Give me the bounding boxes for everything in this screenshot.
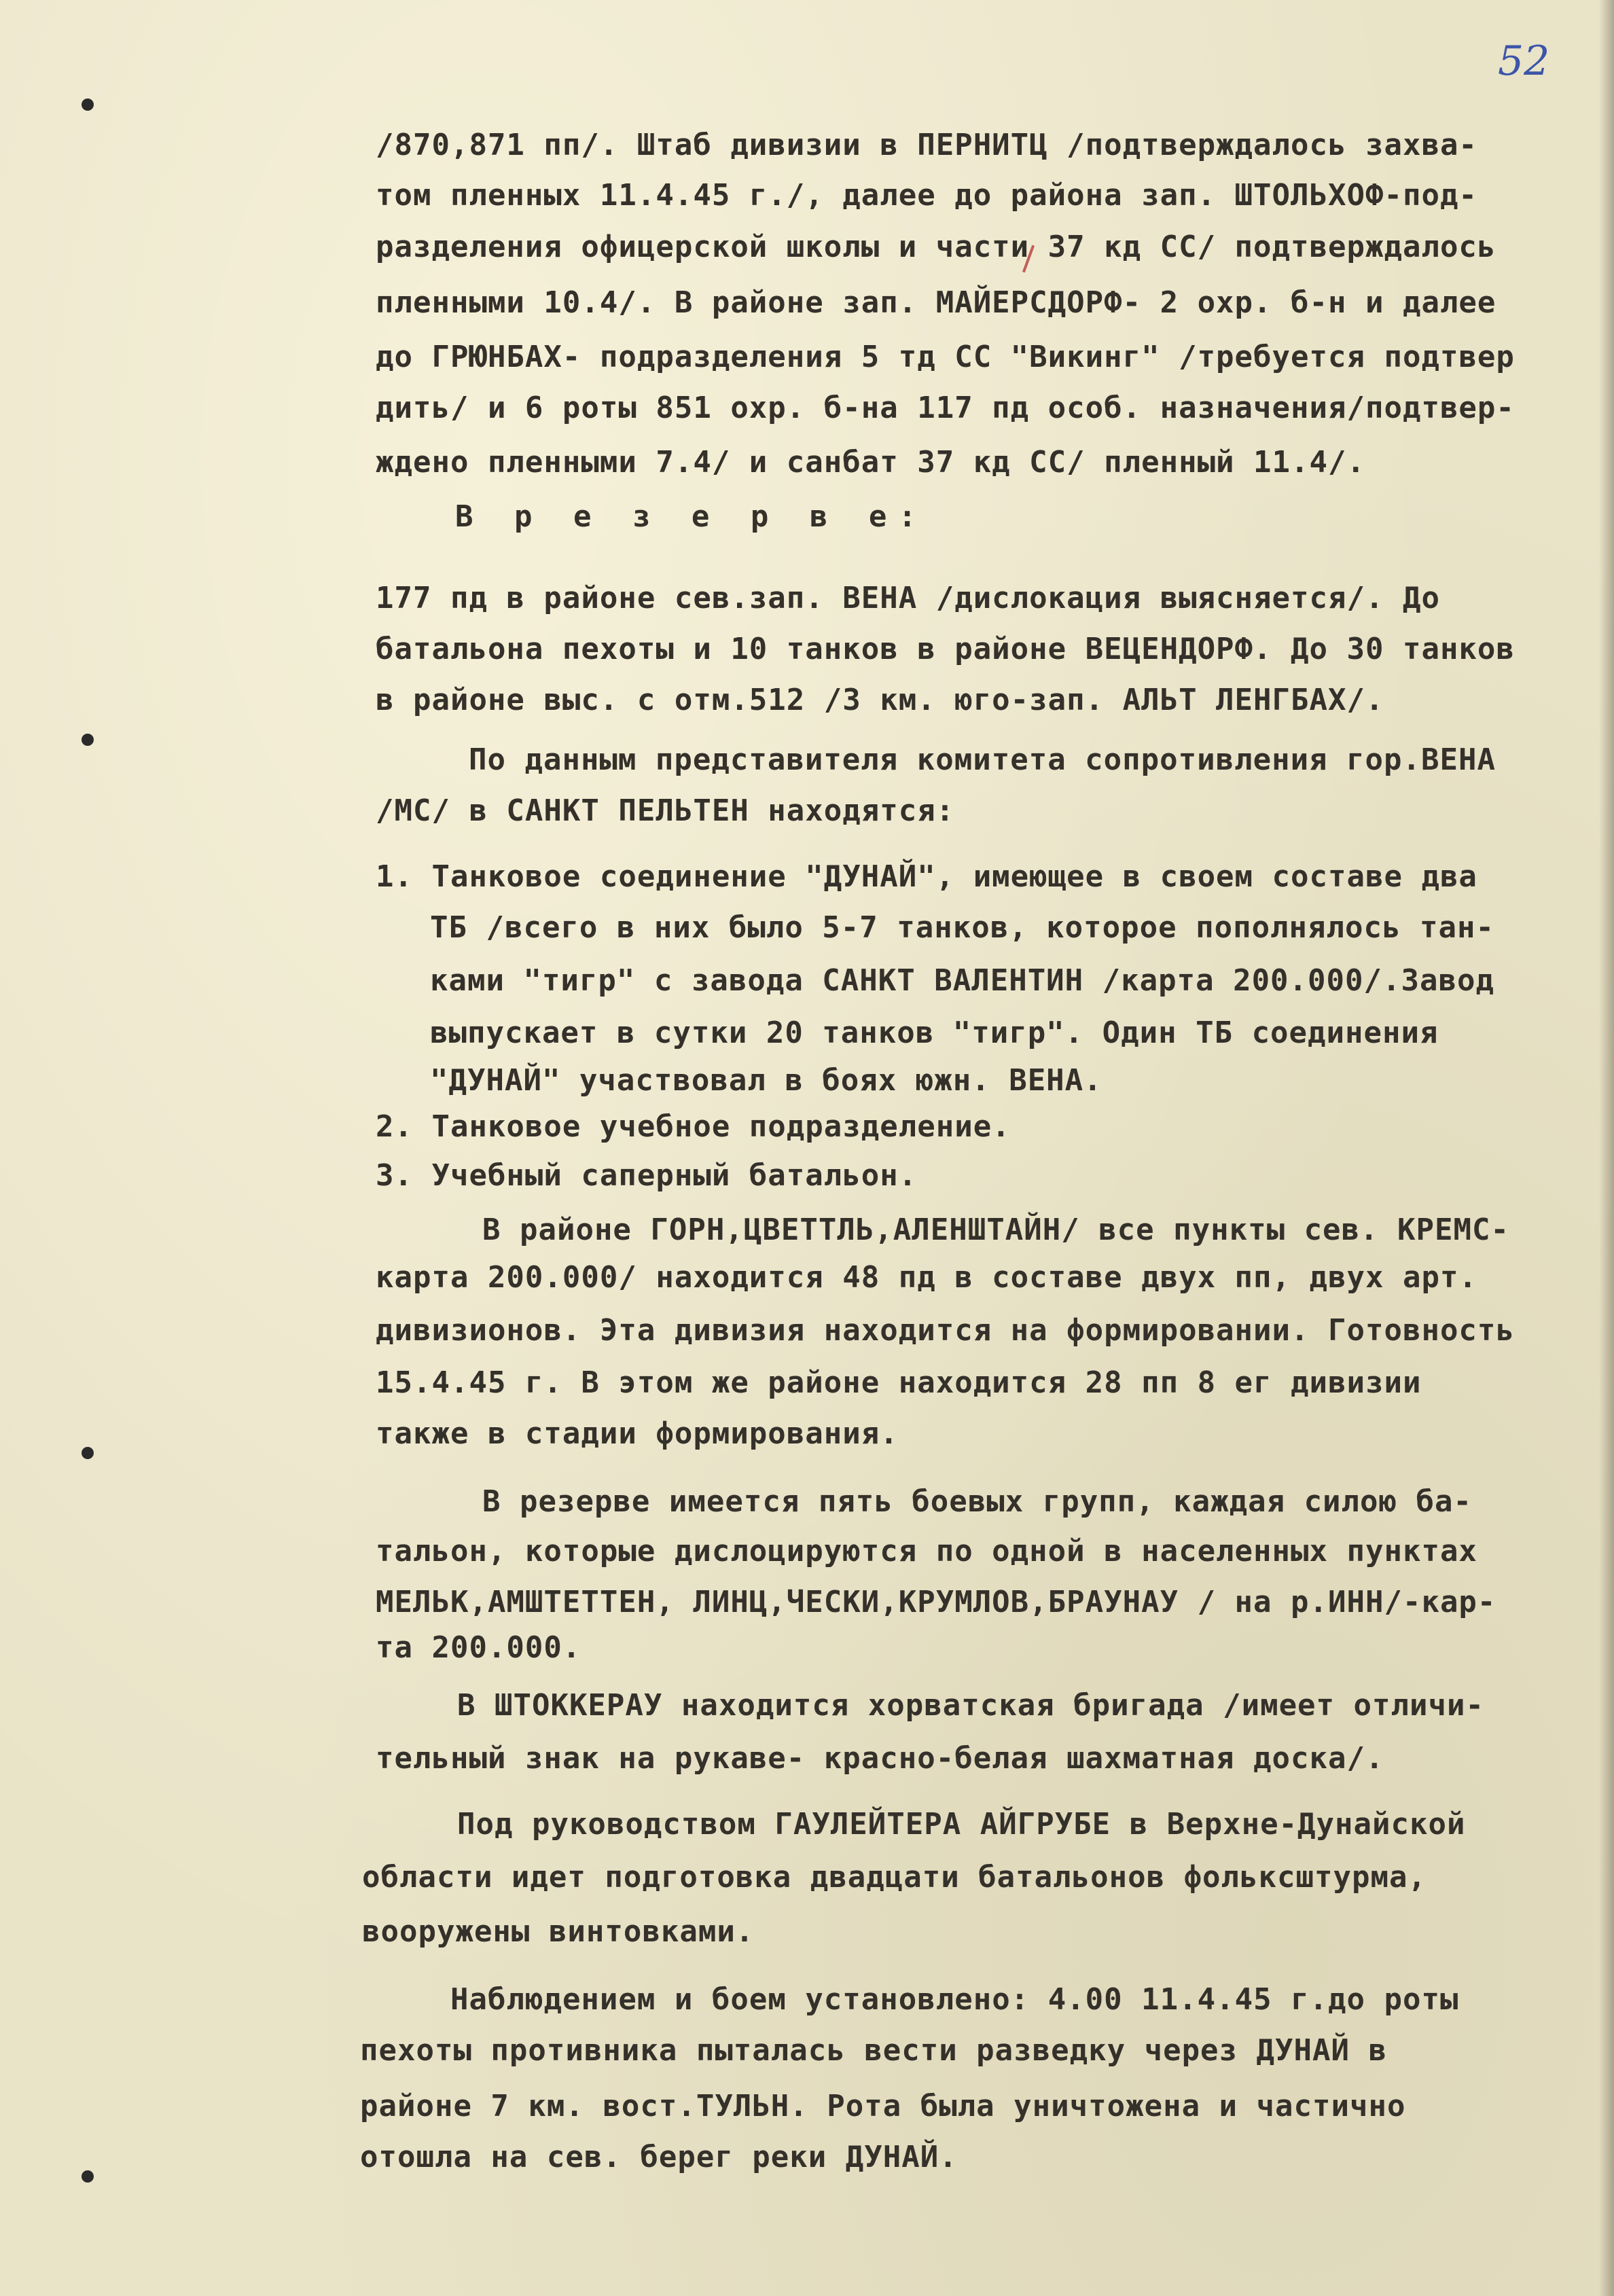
- text-line: ками "тигр" с завода САНКТ ВАЛЕНТИН /карта 200.000/.Завод: [430, 963, 1494, 998]
- text-line: тальон, которые дислоцируются по одной в населенных пунктах: [376, 1534, 1477, 1568]
- text-line: ТБ /всего в них было 5-7 танков, которое пополнялось тан-: [430, 910, 1494, 945]
- text-line: карта 200.000/ находится 48 пд в составе двух пп, двух арт.: [376, 1260, 1477, 1295]
- text-line: выпускает в сутки 20 танков "тигр". Один ТБ соединения: [430, 1016, 1439, 1050]
- text-line: отошла на сев. берег реки ДУНАЙ.: [360, 2140, 958, 2174]
- text-line: ждено пленными 7.4/ и санбат 37 кд СС/ пленный 11.4/.: [376, 445, 1365, 480]
- text-line: 177 пд в районе сев.зап. ВЕНА /дислокация выясняется/. До: [376, 581, 1440, 615]
- text-line: 15.4.45 г. В этом же районе находится 28 пп 8 ег дивизии: [376, 1365, 1422, 1400]
- text-line: в районе выс. с отм.512 /3 км. юго-зап. АЛЬТ ЛЕНГБАХ/.: [376, 683, 1384, 717]
- text-line: батальона пехоты и 10 танков в районе ВЕЦЕНДОРФ. До 30 танков: [376, 632, 1515, 666]
- text-line: /870,871 пп/. Штаб дивизии в ПЕРНИТЦ /подтверждалось захва-: [376, 128, 1477, 162]
- binder-hole-icon: [82, 1447, 94, 1459]
- text-line: В районе ГОРН,ЦВЕТТЛЬ,АЛЕНШТАЙН/ все пункты сев. КРЕМС-: [482, 1213, 1509, 1247]
- text-line: По данным представителя комитета сопротивления гор.ВЕНА: [469, 742, 1496, 777]
- text-line: Наблюдением и боем установлено: 4.00 11.4.45 г.до роты: [450, 1982, 1459, 2017]
- list-item: 3. Учебный саперный батальон.: [376, 1158, 918, 1193]
- page-number: 52: [1498, 37, 1550, 85]
- text-line: МЕЛЬК,АМШТЕТТЕН, ЛИНЦ,ЧЕСКИ,КРУМЛОВ,БРАУНАУ / на р.ИНН/-кар-: [376, 1585, 1496, 1619]
- text-line: тельный знак на рукаве- красно-белая шахматная доска/.: [376, 1741, 1384, 1776]
- text-line: также в стадии формирования.: [376, 1416, 899, 1451]
- text-line: разделения офицерской школы и части 37 кд СС/ подтверждалось: [376, 230, 1496, 264]
- text-line: Под руководством ГАУЛЕЙТЕРА АЙГРУБЕ в Верхне-Дунайской: [457, 1807, 1466, 1842]
- text-line: В резерве имеется пять боевых групп, каждая силою ба-: [482, 1484, 1472, 1519]
- text-line: дить/ и 6 роты 851 охр. б-на 117 пд особ. назначения/подтвер-: [376, 391, 1515, 425]
- section-heading: В р е з е р в е:: [455, 499, 928, 534]
- text-line: пленными 10.4/. В районе зап. МАЙЕРСДОРФ- 2 охр. б-н и далее: [376, 285, 1496, 320]
- text-line: В ШТОККЕРАУ находится хорватская бригада /имеет отличи-: [457, 1688, 1484, 1723]
- list-item: 2. Танковое учебное подразделение.: [376, 1109, 1011, 1144]
- text-line: дивизионов. Эта дивизия находится на формировании. Готовность: [376, 1313, 1515, 1348]
- binder-hole-icon: [82, 98, 94, 111]
- text-line: "ДУНАЙ" участвовал в боях южн. ВЕНА.: [430, 1063, 1102, 1098]
- text-line: районе 7 км. вост.ТУЛЬН. Рота была уничтожена и частично: [360, 2089, 1406, 2123]
- text-line: до ГРЮНБАХ- подразделения 5 тд СС "Викинг" /требуется подтвер: [376, 340, 1515, 374]
- text-line: том пленных 11.4.45 г./, далее до района зап. ШТОЛЬХОФ-под-: [376, 178, 1477, 213]
- binder-hole-icon: [82, 734, 94, 746]
- binder-hole-icon: [82, 2170, 94, 2183]
- text-line: области идет подготовка двадцати батальонов фольксштурма,: [362, 1860, 1427, 1895]
- text-line: /МС/ в САНКТ ПЕЛЬТЕН находятся:: [376, 793, 955, 828]
- text-line: вооружены винтовками.: [362, 1914, 755, 1949]
- page-edge-shadow: [1599, 0, 1614, 2296]
- text-line: пехоты противника пыталась вести разведку через ДУНАЙ в: [360, 2033, 1387, 2068]
- list-item: 1. Танковое соединение "ДУНАЙ", имеющее в своем составе два: [376, 859, 1477, 894]
- text-line: та 200.000.: [376, 1630, 581, 1665]
